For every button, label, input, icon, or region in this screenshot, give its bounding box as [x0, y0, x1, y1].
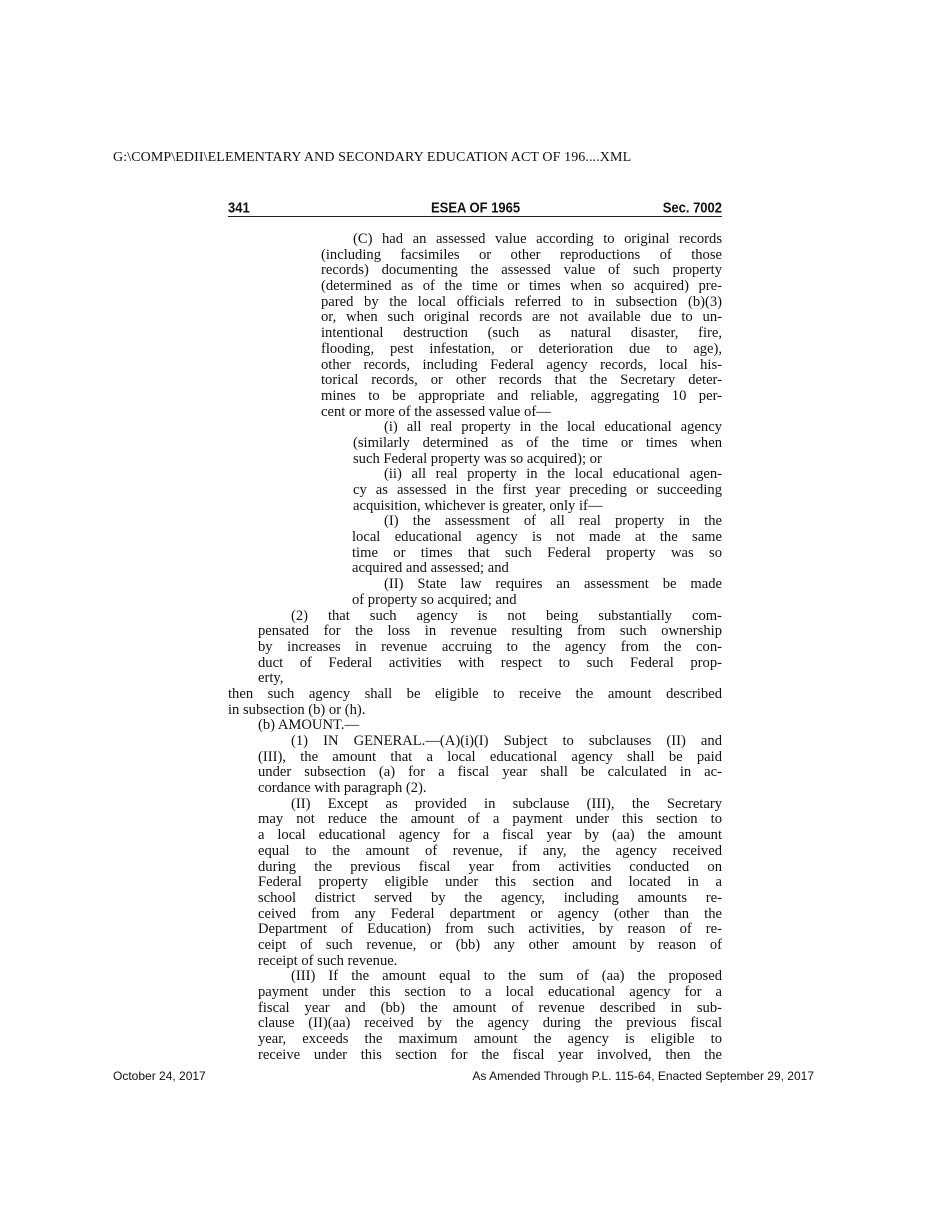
text-line: cordance with paragraph (2).: [258, 780, 427, 797]
text-line: mines to be appropriate and reliable, aggregating 10 per-: [321, 387, 722, 404]
statute-body: [228, 232, 722, 1063]
text-line: (II) State law requires an assessment be made: [384, 576, 722, 593]
text-line: acquired and assessed; and: [352, 560, 509, 577]
text-line: acquisition, whichever is greater, only if—: [353, 497, 603, 514]
text-line: (II) Except as provided in subclause (III), the Secretary: [291, 795, 722, 812]
page-number: 341: [228, 199, 250, 216]
text-line: (2) that such agency is not being substantially com-: [291, 607, 722, 624]
act-title: ESEA OF 1965: [431, 199, 521, 216]
section-number: Sec. 7002: [662, 199, 722, 216]
text-line: may not reduce the amount of a payment under this section to: [258, 811, 722, 828]
text-line: or, when such original records are not available due to un-: [321, 309, 722, 326]
text-line: (i) all real property in the local educational agency: [384, 419, 722, 436]
text-line: (1) IN GENERAL.—(A)(i)(I) Subject to subclauses (II) and: [291, 733, 722, 749]
text-line: intentional destruction (such as natural disaster, fire,: [321, 325, 722, 342]
text-line: year, exceeds the maximum amount the agency is eligible to: [258, 1031, 722, 1048]
file-path-header: G:\COMP\EDII\ELEMENTARY AND SECONDARY EDUCATION ACT OF 196....XML: [113, 150, 632, 165]
text-line: (III) If the amount equal to the sum of (aa) the proposed: [291, 968, 722, 985]
text-line: (similarly determined as of the time or times when: [353, 434, 722, 451]
text-line: during the previous fiscal year from activities conducted on: [258, 858, 722, 875]
text-line: (C) had an assessed value according to original records: [353, 231, 722, 247]
text-line: ceived from any Federal department or agency (other than the: [258, 905, 722, 922]
text-line: a local educational agency for a fiscal year by (aa) the amount: [258, 827, 722, 844]
text-line: Department of Education) from such activities, by reason of re-: [258, 921, 722, 938]
text-line: payment under this section to a local educational agency for a: [258, 984, 722, 1000]
footer-date: October 24, 2017: [113, 1069, 206, 1083]
text-line: (I) the assessment of all real property in the: [384, 513, 722, 530]
text-line: (determined as of the time or times when so acquired) pre-: [321, 278, 722, 295]
text-line: erty,: [258, 670, 284, 687]
running-head: [228, 197, 722, 217]
text-line: time or times that such Federal property was so: [352, 544, 722, 561]
text-line: under subsection (a) for a fiscal year shall be calculated in ac-: [258, 764, 722, 781]
text-line: duct of Federal activities with respect to such Federal prop-: [258, 654, 722, 671]
text-line: school district served by the agency, including amounts re-: [258, 889, 722, 906]
text-line: cy as assessed in the first year preceding or succeeding: [353, 482, 722, 498]
text-line: fiscal year and (bb) the amount of revenue described in sub-: [258, 999, 722, 1016]
text-line: of property so acquired; and: [352, 591, 517, 608]
text-line: cent or more of the assessed value of—: [321, 403, 551, 420]
text-line: in subsection (b) or (h).: [228, 701, 366, 718]
footer-amended-note: As Amended Through P.L. 115-64, Enacted September 29, 2017: [472, 1069, 814, 1083]
text-line: by increases in revenue accruing to the agency from the con-: [258, 638, 722, 655]
text-line: then such agency shall be eligible to receive the amount described: [228, 685, 722, 702]
text-line: records) documenting the assessed value of such property: [321, 262, 722, 279]
text-line: such Federal property was so acquired); or: [353, 450, 602, 467]
text-line: clause (II)(aa) received by the agency during the previous fiscal: [258, 1015, 722, 1032]
text-line: torical records, or other records that the Secretary deter-: [321, 372, 722, 389]
subsection-heading: (b) AMOUNT.—: [258, 717, 360, 734]
text-line: (including facsimiles or other reproductions of those: [321, 246, 722, 263]
text-line: equal to the amount of revenue, if any, the agency received: [258, 842, 722, 859]
text-line: (III), the amount that a local educational agency shall be paid: [258, 748, 722, 765]
text-line: (ii) all real property in the local educational agen-: [384, 466, 722, 483]
text-line: other records, including Federal agency records, local his-: [321, 356, 722, 373]
text-line: local educational agency is not made at the same: [352, 529, 722, 546]
text-line: Federal property eligible under this section and located in a: [258, 874, 722, 891]
text-line: ceipt of such revenue, or (bb) any other amount by reason of: [258, 936, 722, 953]
text-line: flooding, pest infestation, or deterioration due to age),: [321, 340, 722, 357]
text-line: receipt of such revenue.: [258, 952, 398, 969]
text-line: receive under this section for the fiscal year involved, then the: [258, 1046, 722, 1063]
text-line: pensated for the loss in revenue resulting from such ownership: [258, 623, 722, 640]
text-line: pared by the local officials referred to in subsection (b)(3): [321, 293, 722, 310]
